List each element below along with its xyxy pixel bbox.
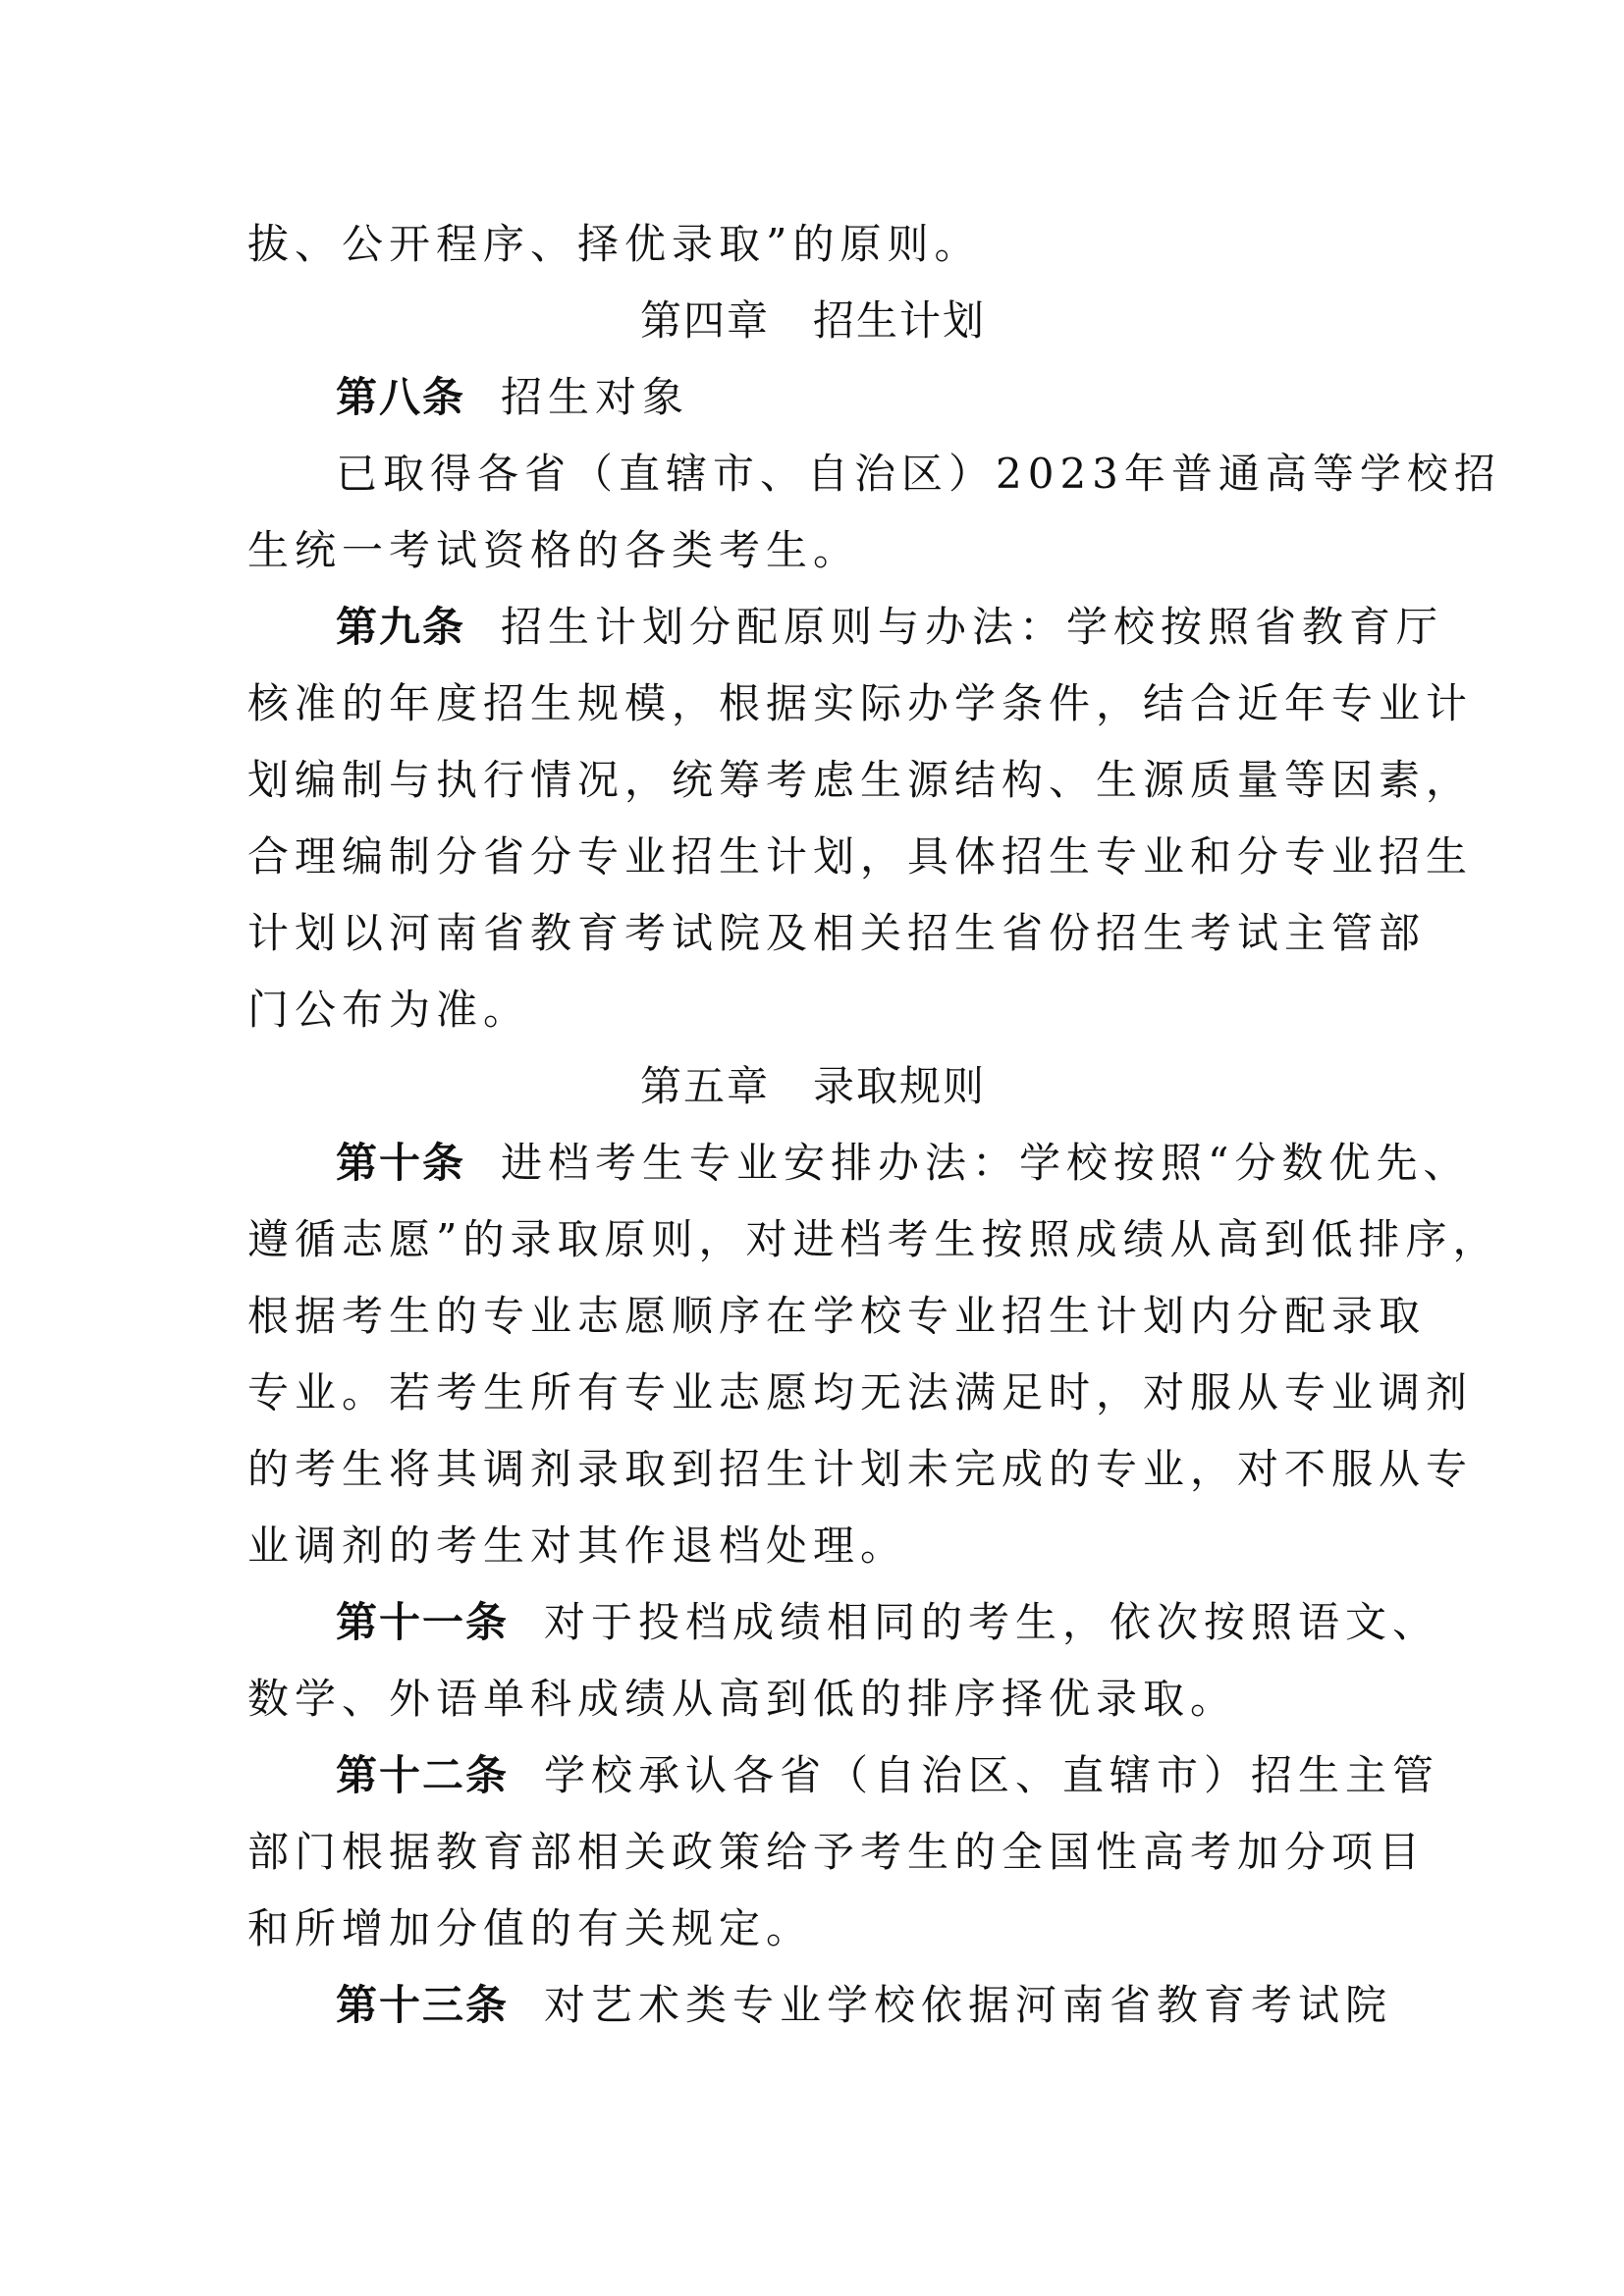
paragraph-line: 门公布为准。 bbox=[247, 986, 531, 1034]
paragraph-line: 已取得各省（直辖市、自治区）2023年普通高等学校招 bbox=[336, 450, 1501, 498]
article-12-first-line bbox=[247, 1737, 1440, 1814]
paragraph-line: 核准的年度招生规模，根据实际办学条件，结合近年专业计 bbox=[247, 679, 1474, 727]
article-11-text: 对于投档成绩相同的考生，依次按照语文、 bbox=[544, 1598, 1440, 1646]
paragraph-line: 的考生将其调剂录取到招生计划未完成的专业，对不服从专 bbox=[247, 1445, 1474, 1493]
article-11-first-line bbox=[247, 1584, 1440, 1661]
paragraph-line: 业调剂的考生对其作退档处理。 bbox=[247, 1522, 908, 1570]
paragraph-line: 和所增加分值的有关规定。 bbox=[247, 1904, 814, 1952]
article-8-label: 第八条 bbox=[336, 373, 466, 421]
paragraph-line: 部门根据教育部相关政策给予考生的全国性高考加分项目 bbox=[247, 1828, 1427, 1876]
chapter-heading-4: 第四章 招生计划 bbox=[639, 296, 986, 345]
document-page bbox=[247, 206, 1501, 2044]
article-9-label: 第九条 bbox=[336, 603, 466, 651]
paragraph-line: 合理编制分省分专业招生计划，具体招生专业和分专业招生 bbox=[247, 832, 1474, 881]
chapter-heading-5: 第五章 录取规则 bbox=[639, 1062, 986, 1110]
paragraph-line: 划编制与执行情况，统筹考虑生源结构、生源质量等因素， bbox=[247, 756, 1474, 804]
article-8-title: 招生对象 bbox=[501, 373, 690, 421]
paragraph-line: 数学、外语单科成绩从高到低的排序择优录取。 bbox=[247, 1675, 1238, 1723]
paragraph-line: 生统一考试资格的各类考生。 bbox=[247, 526, 861, 574]
article-12-label: 第十二条 bbox=[336, 1751, 510, 1799]
paragraph-line: 根据考生的专业志愿顺序在学校专业招生计划内分配录取 bbox=[247, 1292, 1427, 1340]
article-13-first-line bbox=[247, 1967, 1393, 2044]
article-10-label: 第十条 bbox=[336, 1139, 466, 1187]
article-12-text: 学校承认各省（自治区、直辖市）招生主管 bbox=[544, 1751, 1440, 1799]
article-10-first-line bbox=[247, 1125, 1471, 1201]
article-10-text: 进档考生专业安排办法：学校按照“分数优先、 bbox=[501, 1139, 1471, 1187]
article-9-first-line bbox=[247, 589, 1444, 666]
paragraph-line: 计划以河南省教育考试院及相关招生省份招生考试主管部 bbox=[247, 909, 1427, 957]
article-13-text: 对艺术类专业学校依据河南省教育考试院 bbox=[544, 1981, 1393, 2029]
paragraph-line: 专业。若考生所有专业志愿均无法满足时，对服从专业调剂 bbox=[247, 1368, 1474, 1416]
article-9-text: 招生计划分配原则与办法：学校按照省教育厅 bbox=[501, 603, 1444, 651]
article-11-label: 第十一条 bbox=[336, 1598, 510, 1646]
article-13-label: 第十三条 bbox=[336, 1981, 510, 2029]
paragraph-line: 拔、公开程序、择优录取”的原则。 bbox=[247, 220, 982, 268]
article-8-heading bbox=[247, 359, 1379, 436]
paragraph-line: 遵循志愿”的录取原则，对进档考生按照成绩从高到低排序， bbox=[247, 1215, 1500, 1263]
